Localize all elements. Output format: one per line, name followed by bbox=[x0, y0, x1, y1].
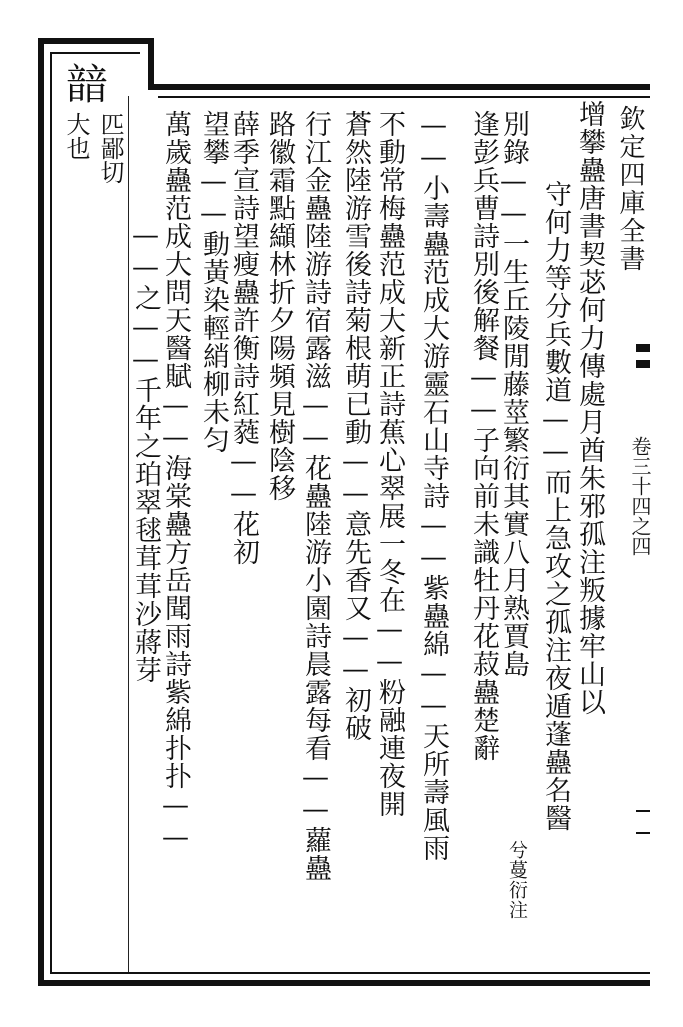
text-column-7: 不動常梅蠱范成大新正詩蕉心翠展一冬在——粉融連夜開 bbox=[374, 110, 405, 818]
text-column-9: 行江金蠱陸游詩宿露滋——花蠱陸游小園詩晨露每看——蘿蠱 bbox=[300, 110, 331, 882]
frame-top-left bbox=[38, 38, 154, 44]
text-column-10: 路徽霜點纈林折夕陽頻見樹陰移 bbox=[264, 110, 295, 502]
header-reading: 匹鄙切 bbox=[96, 112, 124, 184]
frame-inner-top bbox=[50, 52, 140, 54]
text-column-12: 望攀——動黃染輕綃柳未匀 bbox=[198, 110, 229, 454]
text-column-1: 增攀蠱唐書契苾何力傳處月酋朱邪孤注叛據牢山以 bbox=[574, 100, 605, 716]
frame-inner-bottom bbox=[50, 972, 650, 974]
text-column-5: ——小壽蠱范成大游靈石山寺詩——紫蠱綿——天所壽風雨 bbox=[418, 110, 449, 862]
text-column-13: 萬歲蠱范成大問天醫賦——海棠蠱方岳聞雨詩紫綿扑扑—— bbox=[160, 110, 191, 854]
volume-label: 卷三十四之四 bbox=[628, 436, 652, 556]
frame-inner-top-right bbox=[158, 96, 650, 98]
fish-tail-mark bbox=[636, 344, 650, 368]
text-column-14: ——之——千年之珀翠毬茸茸沙蔣芽 bbox=[130, 220, 161, 684]
book-title: 欽定四庫全書 bbox=[615, 105, 645, 273]
text-column-4: 逢彭兵曹詩別後解餐——子向前未識牡丹花菽蠱楚辭 bbox=[468, 110, 499, 762]
text-column-11: 薛季宣詩望瘦蠱許衡詩紅蕤——花初 bbox=[228, 110, 259, 566]
header-gloss: 大也 bbox=[62, 112, 90, 160]
frame-step bbox=[148, 38, 154, 90]
text-column-8: 蒼然陸游雪後詩菊根萌已動——意先香又——初破 bbox=[340, 110, 371, 742]
frame-inner-left bbox=[50, 52, 52, 974]
text-column-3: 別錄——一生丘陵閒藤莖繁衍其實八月熟賈島 bbox=[498, 110, 529, 678]
header-character: 䪭 bbox=[60, 62, 109, 104]
fish-tail-mark-lower bbox=[636, 810, 650, 834]
text-column-4-note: 兮蔓衍注 bbox=[506, 840, 528, 920]
frame-top-right bbox=[148, 84, 650, 90]
text-column-2: 守何力等分兵數道——而上急攻之孤注夜遁蓬蠱名醫 bbox=[540, 180, 571, 832]
